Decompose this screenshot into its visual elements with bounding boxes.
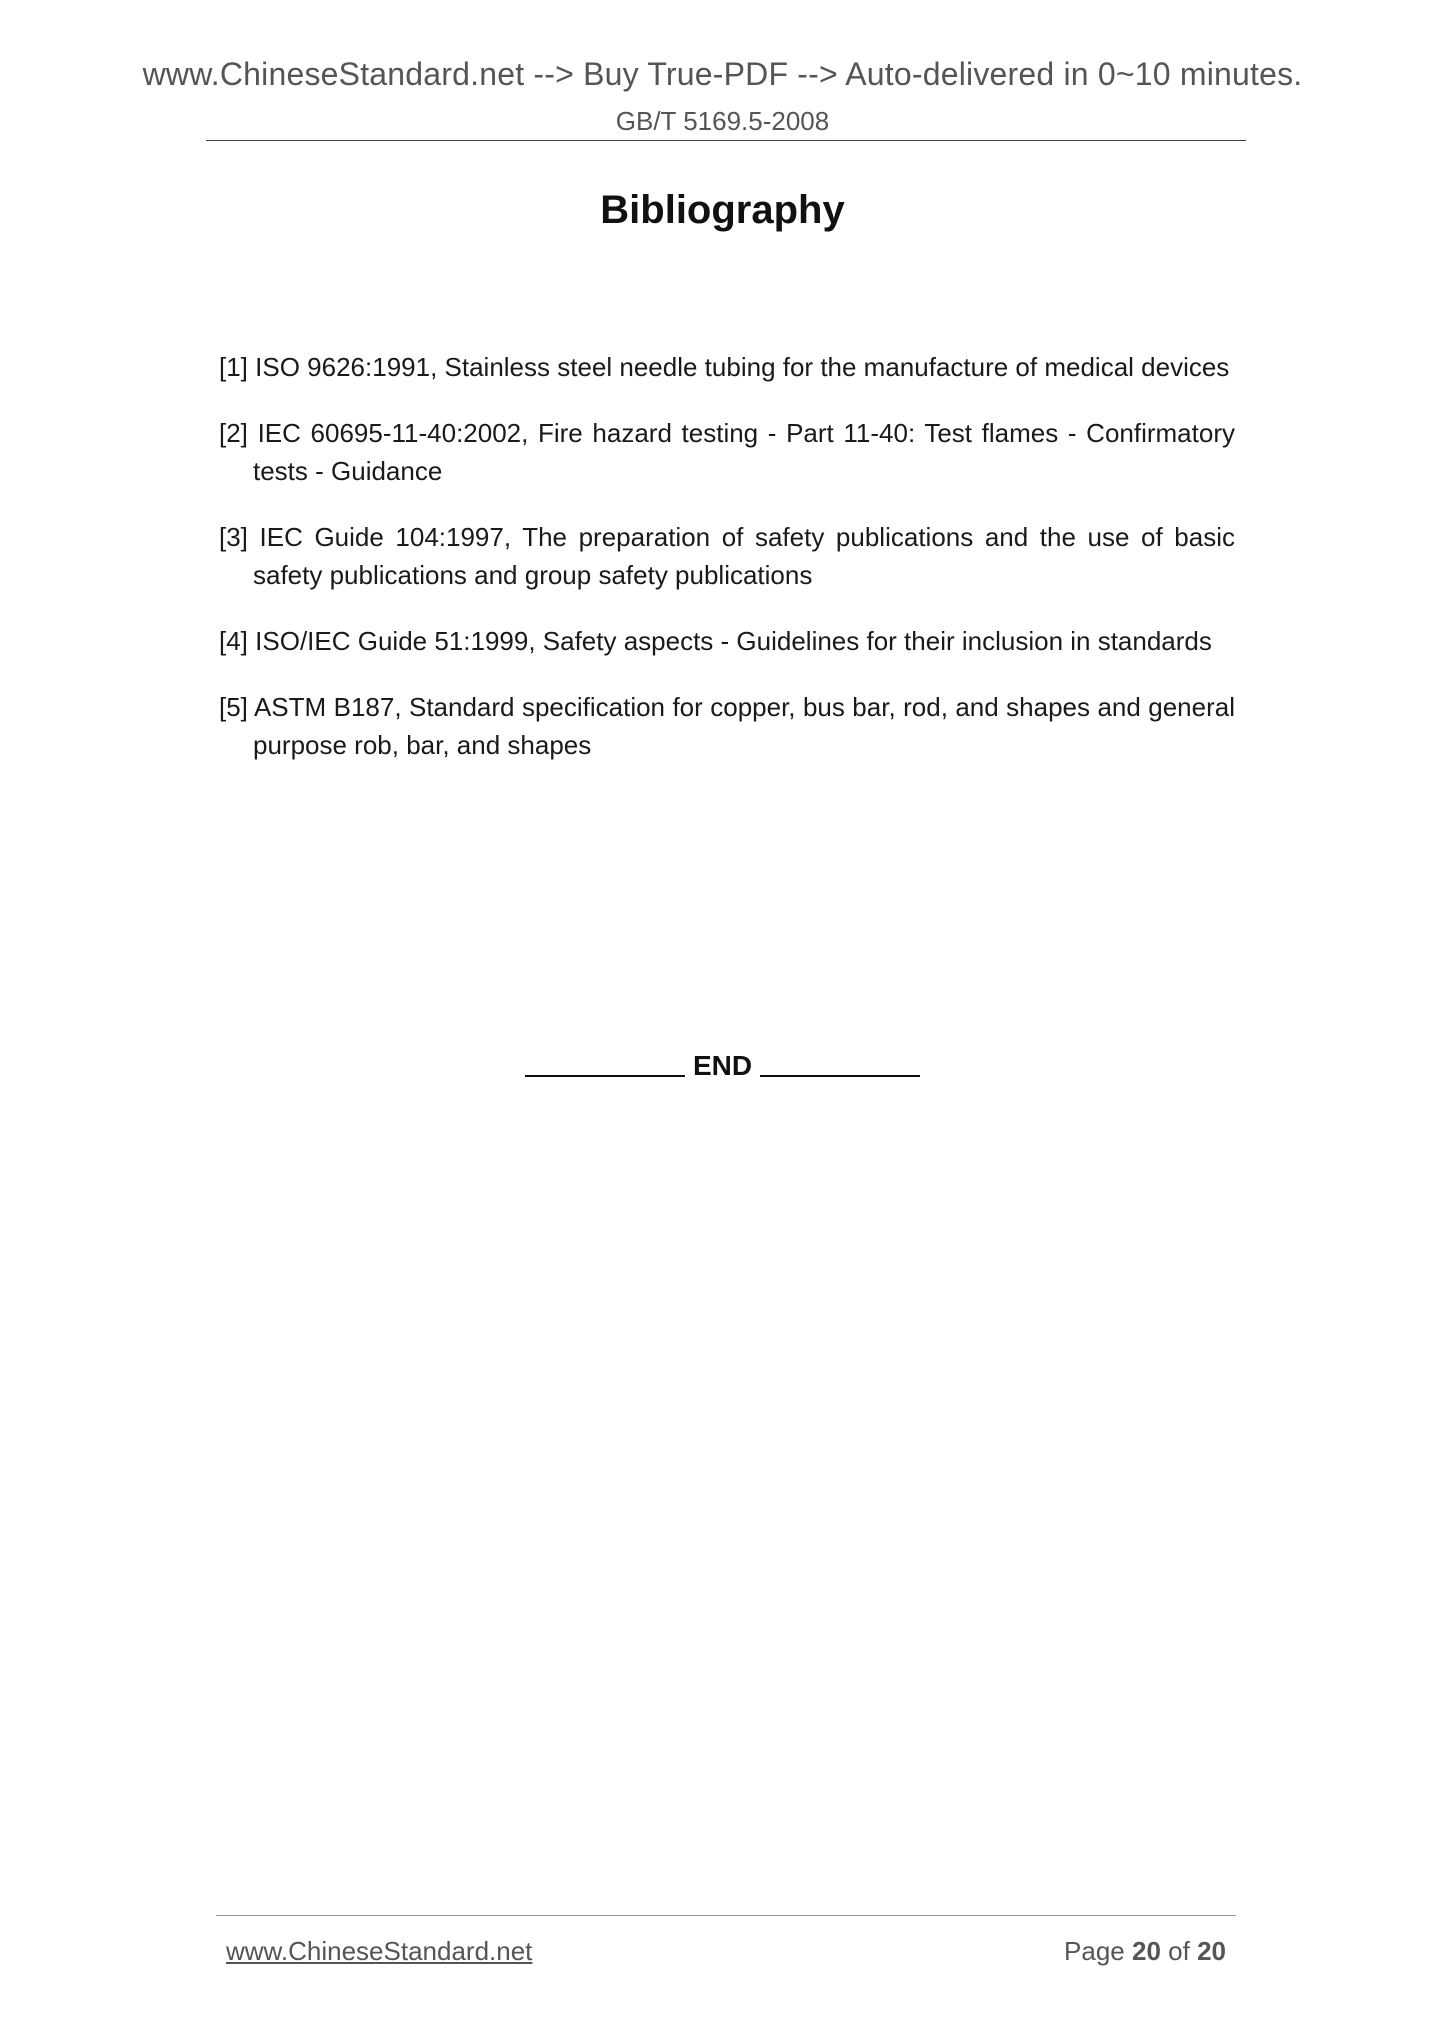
reference-item [219, 518, 1235, 594]
reference-number: [3] [219, 522, 248, 552]
reference-text: IEC Guide 104:1997, The preparation of safety publications and the use of basic safety publications and group safety publications [253, 522, 1235, 590]
end-marker [0, 1050, 1445, 1082]
reference-text: ISO 9626:1991, Stainless steel needle tubing for the manufacture of medical devices [255, 352, 1230, 382]
standard-code: GB/T 5169.5-2008 [615, 106, 830, 136]
reference-item [219, 688, 1235, 764]
end-rule-left [525, 1075, 685, 1077]
reference-text: ASTM B187, Standard specification for copper, bus bar, rod, and shapes and general purpose rob, bar, and shapes [253, 692, 1235, 760]
reference-item [219, 414, 1235, 490]
reference-number: [5] [219, 692, 248, 722]
footer-divider [216, 1915, 1236, 1916]
page-current: 20 [1132, 1936, 1161, 1966]
reference-list [219, 348, 1235, 792]
header-divider [206, 140, 1246, 141]
page-prefix: Page [1064, 1936, 1125, 1966]
page-number [1064, 1936, 1226, 1967]
footer-website-link[interactable]: www.ChineseStandard.net [226, 1936, 533, 1966]
page-of: of [1168, 1936, 1190, 1966]
page-total: 20 [1197, 1936, 1226, 1966]
reference-text: ISO/IEC Guide 51:1999, Safety aspects - Guidelines for their inclusion in standards [255, 626, 1212, 656]
reference-number: [2] [219, 418, 248, 448]
reference-text: IEC 60695-11-40:2002, Fire hazard testing - Part 11-40: Test flames - Confirmatory tests - Guidance [253, 418, 1235, 486]
end-rule-right [760, 1075, 920, 1077]
page-title: Bibliography [600, 188, 845, 232]
reference-number: [4] [219, 626, 248, 656]
reference-item [219, 348, 1235, 386]
end-label: END [692, 1050, 753, 1081]
reference-item [219, 622, 1235, 660]
top-banner-link[interactable]: www.ChineseStandard.net --> Buy True-PDF --> Auto-delivered in 0~10 minutes. [142, 56, 1303, 92]
reference-number: [1] [219, 352, 248, 382]
